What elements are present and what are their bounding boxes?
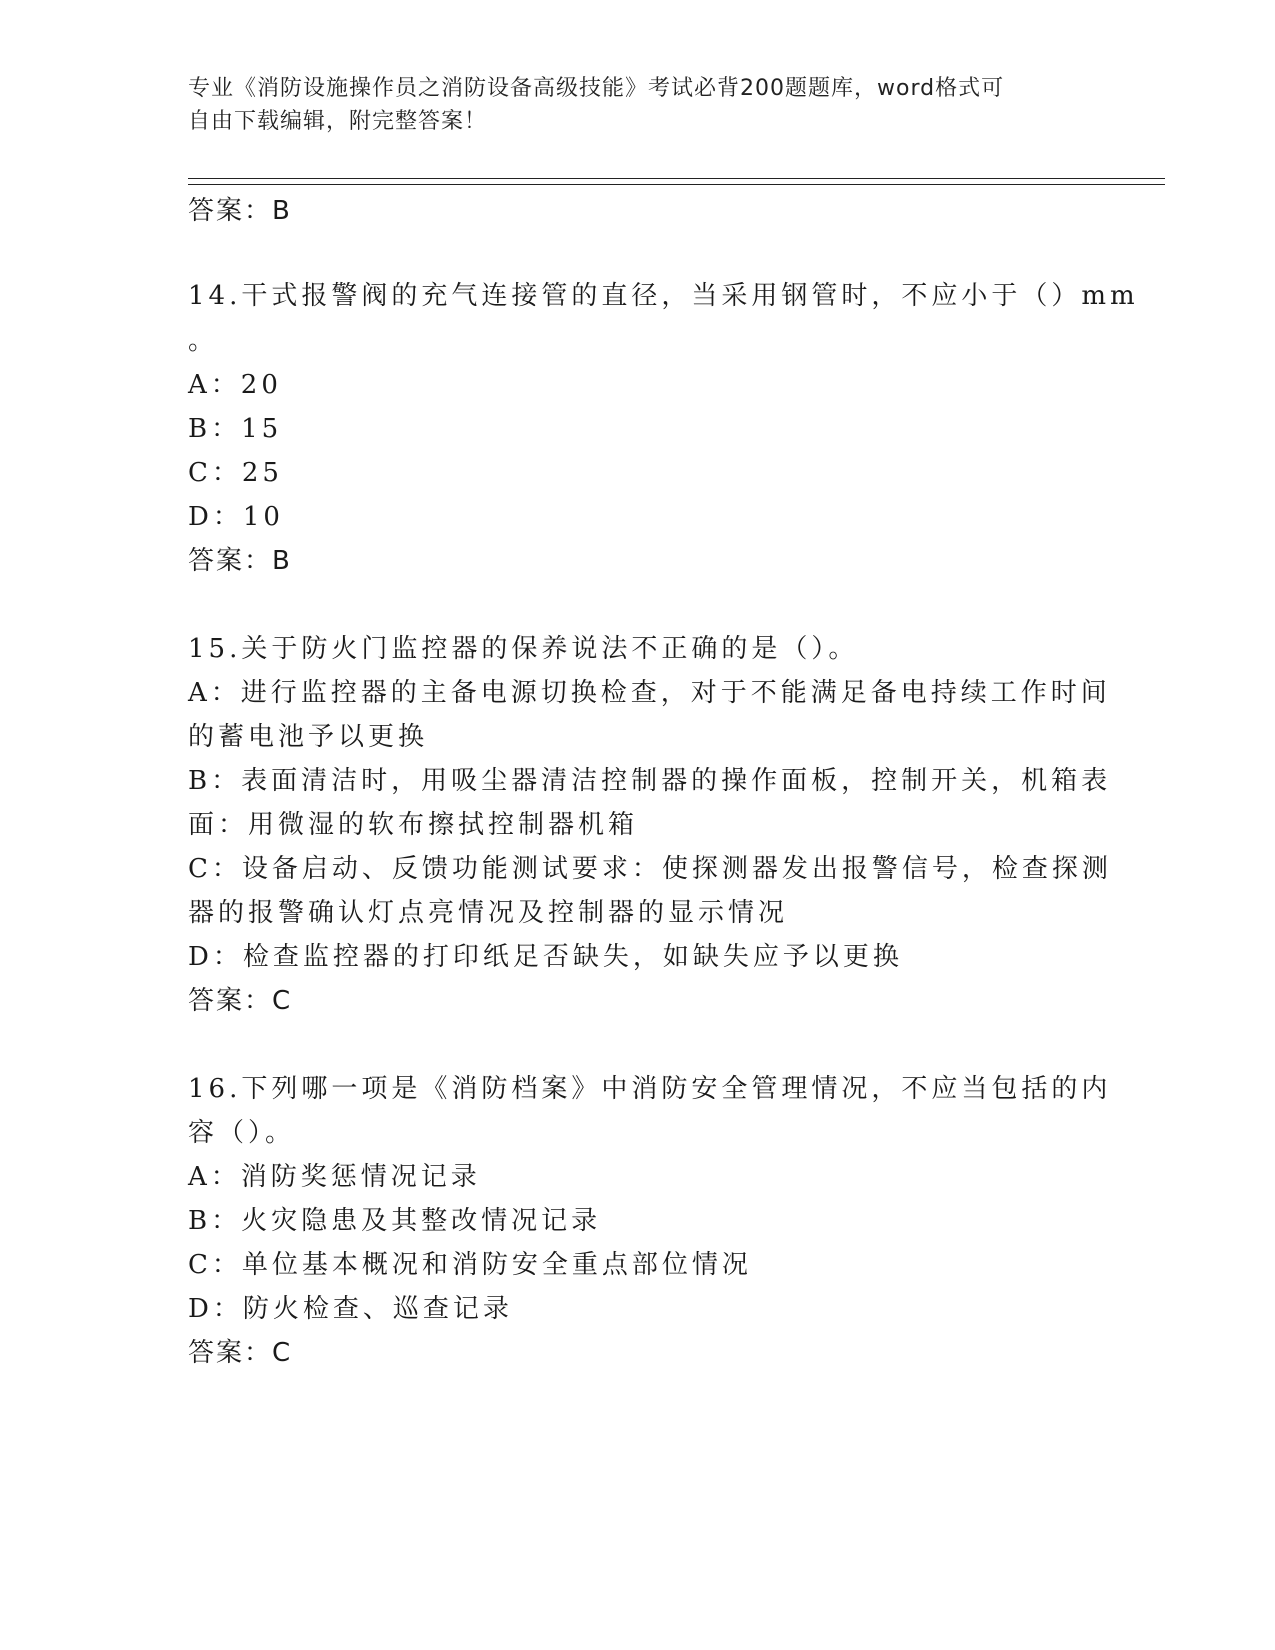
question-14-option-a: A：20 xyxy=(188,370,282,400)
question-15-option-d: D：检查监控器的打印纸足否缺失，如缺失应予以更换 xyxy=(188,942,903,972)
question-15-text: 15.关于防火门监控器的保养说法不正确的是（）。 xyxy=(188,634,859,664)
question-14-text-line-2: 。 xyxy=(188,326,219,356)
question-14-text-line-1: 14.干式报警阀的充气连接管的直径，当采用钢管时，不应小于（）mm xyxy=(188,281,1139,311)
question-16-option-c: C：单位基本概况和消防安全重点部位情况 xyxy=(188,1250,752,1280)
previous-answer: 答案：B xyxy=(188,196,292,226)
question-15-option-b-line-2: 面：用微湿的软布擦拭控制器机箱 xyxy=(188,810,639,840)
header-divider-top xyxy=(188,178,1165,179)
question-15-option-c-line-2: 器的报警确认灯点亮情况及控制器的显示情况 xyxy=(188,898,789,928)
question-16-text-line-1: 16.下列哪一项是《消防档案》中消防安全管理情况，不应当包括的内 xyxy=(188,1074,1112,1104)
question-14-option-b: B：15 xyxy=(188,414,283,444)
header-line-2: 自由下载编辑，附完整答案！ xyxy=(188,109,488,134)
question-15-option-b-line-1: B：表面清洁时，用吸尘器清洁控制器的操作面板，控制开关，机箱表 xyxy=(188,766,1112,796)
question-15-option-a-line-1: A：进行监控器的主备电源切换检查，对于不能满足备电持续工作时间 xyxy=(188,678,1111,708)
question-16-option-d: D：防火检查、巡查记录 xyxy=(188,1294,513,1324)
question-14-option-c: C：25 xyxy=(188,458,283,488)
question-16-text-line-2: 容（）。 xyxy=(188,1118,296,1148)
header-line-1: 专业《消防设施操作员之消防设备高级技能》考试必背200题题库，word格式可 xyxy=(188,76,1005,101)
question-14-option-d: D：10 xyxy=(188,502,284,532)
question-15-option-a-line-2: 的蓄电池予以更换 xyxy=(188,722,429,752)
question-16-option-b: B：火灾隐患及其整改情况记录 xyxy=(188,1206,602,1236)
question-16-option-a: A：消防奖惩情况记录 xyxy=(188,1162,481,1192)
question-15-option-c-line-1: C：设备启动、反馈功能测试要求：使探测器发出报警信号，检查探测 xyxy=(188,854,1112,884)
question-15-answer: 答案：C xyxy=(188,986,293,1016)
question-16-answer: 答案：C xyxy=(188,1338,293,1368)
document-header xyxy=(188,72,1088,138)
header-divider-bottom xyxy=(188,184,1165,185)
question-14-answer: 答案：B xyxy=(188,546,292,576)
